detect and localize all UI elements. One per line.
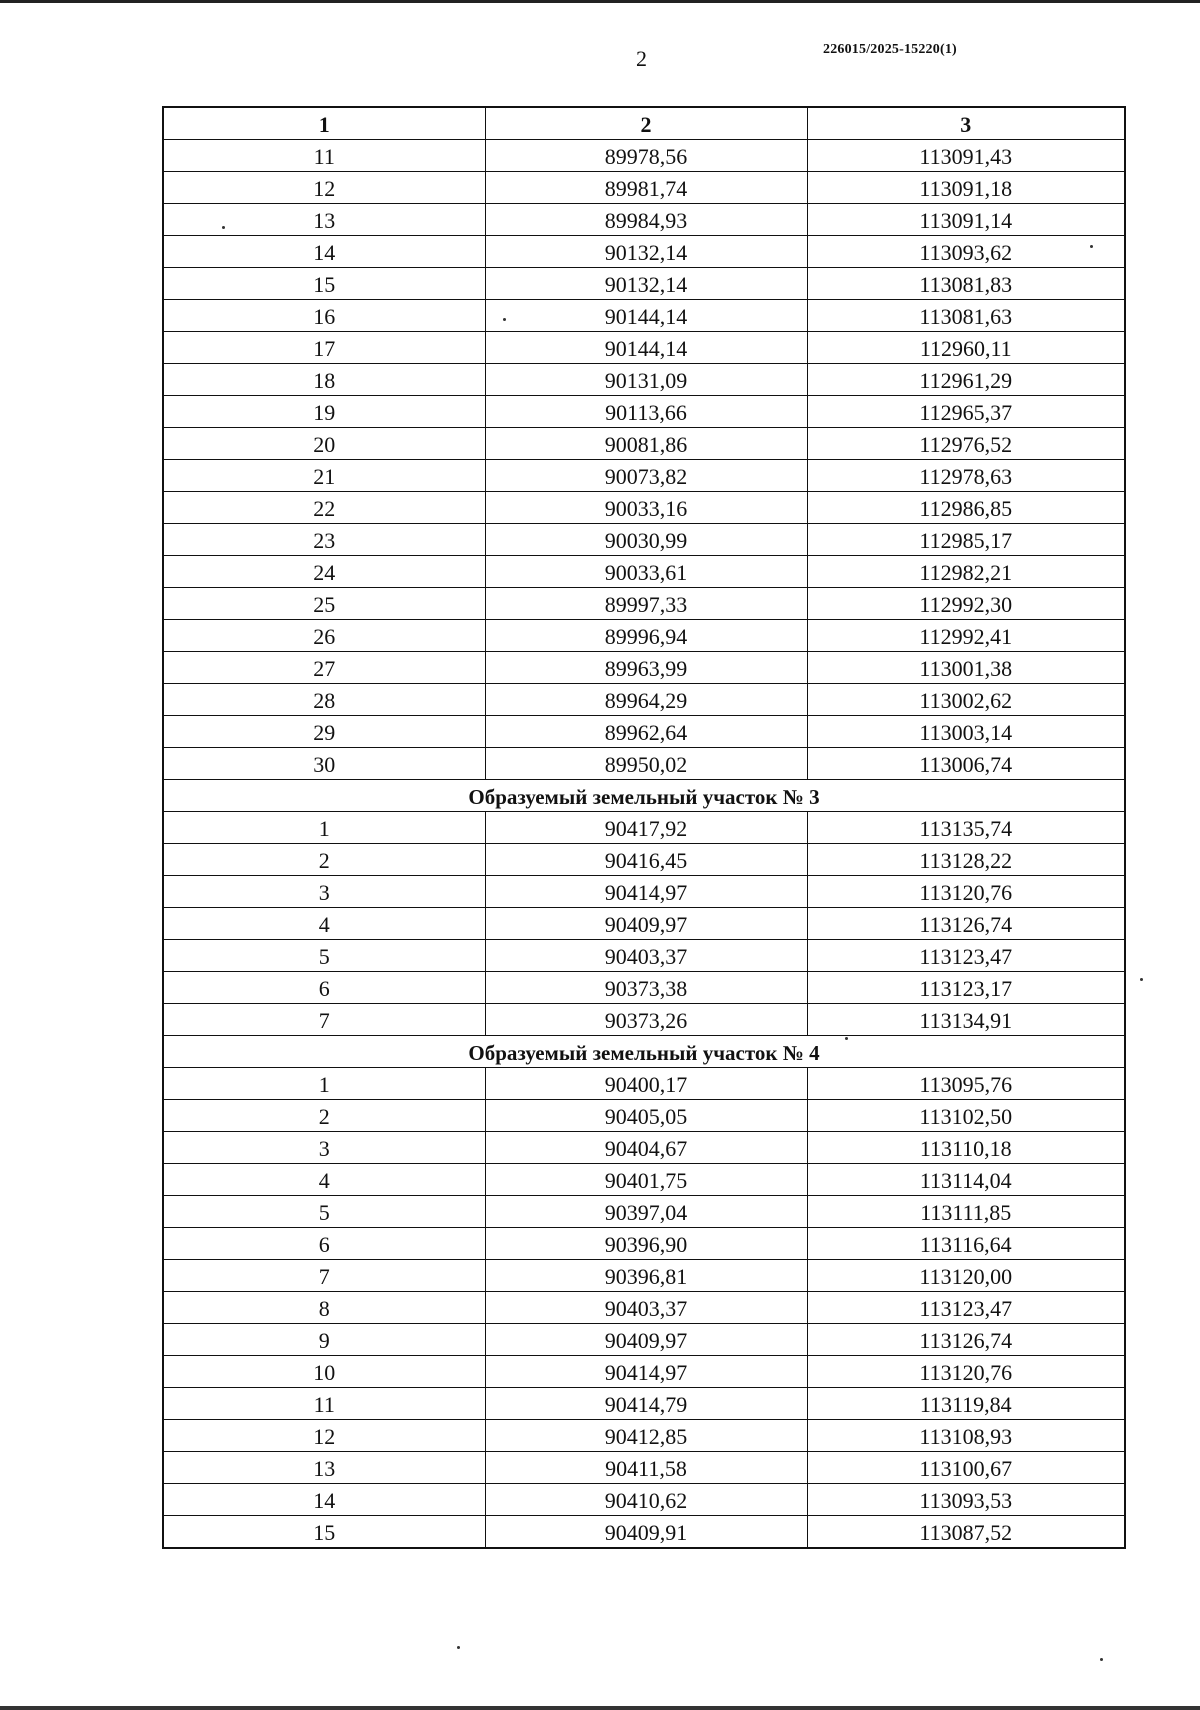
x-coordinate-cell: 90414,79	[485, 1388, 807, 1420]
x-coordinate-cell: 90396,90	[485, 1228, 807, 1260]
x-coordinate-cell: 90030,99	[485, 524, 807, 556]
point-number-cell: 1	[163, 812, 485, 844]
table-row	[163, 1004, 1125, 1036]
table-row	[163, 844, 1125, 876]
scan-speck	[1100, 1658, 1103, 1661]
column-header: 2	[485, 107, 807, 140]
point-number-cell: 30	[163, 748, 485, 780]
y-coordinate-cell: 113116,64	[807, 1228, 1125, 1260]
x-coordinate-cell: 89963,99	[485, 652, 807, 684]
x-coordinate-cell: 90414,97	[485, 1356, 807, 1388]
y-coordinate-cell: 113128,22	[807, 844, 1125, 876]
point-number-cell: 12	[163, 172, 485, 204]
point-number-cell: 21	[163, 460, 485, 492]
table-row	[163, 140, 1125, 172]
point-number-cell: 17	[163, 332, 485, 364]
x-coordinate-cell: 90081,86	[485, 428, 807, 460]
point-number-cell: 6	[163, 972, 485, 1004]
x-coordinate-cell: 90409,91	[485, 1516, 807, 1549]
y-coordinate-cell: 113123,47	[807, 1292, 1125, 1324]
scan-speck	[503, 318, 506, 321]
point-number-cell: 25	[163, 588, 485, 620]
table-row	[163, 332, 1125, 364]
point-number-cell: 5	[163, 1196, 485, 1228]
point-number-cell: 22	[163, 492, 485, 524]
table-row	[163, 172, 1125, 204]
x-coordinate-cell: 89978,56	[485, 140, 807, 172]
page-number: 2	[636, 46, 647, 71]
y-coordinate-cell: 113120,76	[807, 1356, 1125, 1388]
y-coordinate-cell: 113134,91	[807, 1004, 1125, 1036]
point-number-cell: 9	[163, 1324, 485, 1356]
x-coordinate-cell: 90373,38	[485, 972, 807, 1004]
x-coordinate-cell: 90404,67	[485, 1132, 807, 1164]
x-coordinate-cell: 90132,14	[485, 236, 807, 268]
table-row	[163, 556, 1125, 588]
y-coordinate-cell: 113102,50	[807, 1100, 1125, 1132]
table-row	[163, 524, 1125, 556]
y-coordinate-cell: 112982,21	[807, 556, 1125, 588]
point-number-cell: 12	[163, 1420, 485, 1452]
point-number-cell: 4	[163, 908, 485, 940]
scan-speck	[457, 1646, 460, 1649]
table-row	[163, 396, 1125, 428]
x-coordinate-cell: 89964,29	[485, 684, 807, 716]
table-row	[163, 1516, 1125, 1549]
y-coordinate-cell: 113126,74	[807, 1324, 1125, 1356]
table-row	[163, 1260, 1125, 1292]
point-number-cell: 7	[163, 1260, 485, 1292]
table-header-row	[163, 107, 1125, 140]
x-coordinate-cell: 89962,64	[485, 716, 807, 748]
x-coordinate-cell: 90073,82	[485, 460, 807, 492]
x-coordinate-cell: 90417,92	[485, 812, 807, 844]
table-row	[163, 300, 1125, 332]
x-coordinate-cell: 90373,26	[485, 1004, 807, 1036]
point-number-cell: 24	[163, 556, 485, 588]
table-row	[163, 1196, 1125, 1228]
y-coordinate-cell: 113091,43	[807, 140, 1125, 172]
y-coordinate-cell: 113120,00	[807, 1260, 1125, 1292]
x-coordinate-cell: 90416,45	[485, 844, 807, 876]
x-coordinate-cell: 90144,14	[485, 300, 807, 332]
table-row	[163, 588, 1125, 620]
point-number-cell: 4	[163, 1164, 485, 1196]
table-row	[163, 492, 1125, 524]
x-coordinate-cell: 90131,09	[485, 364, 807, 396]
point-number-cell: 3	[163, 1132, 485, 1164]
table-row	[163, 748, 1125, 780]
y-coordinate-cell: 113123,47	[807, 940, 1125, 972]
y-coordinate-cell: 112961,29	[807, 364, 1125, 396]
x-coordinate-cell: 90409,97	[485, 908, 807, 940]
table-row	[163, 428, 1125, 460]
y-coordinate-cell: 113135,74	[807, 812, 1125, 844]
point-number-cell: 5	[163, 940, 485, 972]
table-row	[163, 1292, 1125, 1324]
x-coordinate-cell: 90113,66	[485, 396, 807, 428]
y-coordinate-cell: 113002,62	[807, 684, 1125, 716]
table-row	[163, 812, 1125, 844]
x-coordinate-cell: 90033,16	[485, 492, 807, 524]
y-coordinate-cell: 113087,52	[807, 1516, 1125, 1549]
y-coordinate-cell: 113100,67	[807, 1452, 1125, 1484]
table-row	[163, 1452, 1125, 1484]
x-coordinate-cell: 89950,02	[485, 748, 807, 780]
coordinates-table	[162, 106, 1126, 1549]
table-row	[163, 652, 1125, 684]
table-row	[163, 1228, 1125, 1260]
y-coordinate-cell: 113111,85	[807, 1196, 1125, 1228]
y-coordinate-cell: 113001,38	[807, 652, 1125, 684]
point-number-cell: 15	[163, 1516, 485, 1549]
point-number-cell: 8	[163, 1292, 485, 1324]
section-row	[163, 780, 1125, 812]
point-number-cell: 11	[163, 140, 485, 172]
table-row	[163, 1068, 1125, 1100]
section-title: Образуемый земельный участок № 4	[163, 1036, 1125, 1068]
point-number-cell: 10	[163, 1356, 485, 1388]
y-coordinate-cell: 113095,76	[807, 1068, 1125, 1100]
table-row	[163, 1420, 1125, 1452]
y-coordinate-cell: 113119,84	[807, 1388, 1125, 1420]
x-coordinate-cell: 90033,61	[485, 556, 807, 588]
table-row	[163, 1324, 1125, 1356]
x-coordinate-cell: 90397,04	[485, 1196, 807, 1228]
table-row	[163, 716, 1125, 748]
y-coordinate-cell: 113006,74	[807, 748, 1125, 780]
point-number-cell: 15	[163, 268, 485, 300]
point-number-cell: 13	[163, 1452, 485, 1484]
table-row	[163, 460, 1125, 492]
table-row	[163, 1388, 1125, 1420]
y-coordinate-cell: 112992,41	[807, 620, 1125, 652]
y-coordinate-cell: 113120,76	[807, 876, 1125, 908]
y-coordinate-cell: 112978,63	[807, 460, 1125, 492]
y-coordinate-cell: 113126,74	[807, 908, 1125, 940]
table-row	[163, 620, 1125, 652]
table-row	[163, 876, 1125, 908]
scan-speck	[1140, 978, 1143, 981]
scan-edge-bottom	[0, 1706, 1200, 1710]
point-number-cell: 29	[163, 716, 485, 748]
point-number-cell: 26	[163, 620, 485, 652]
point-number-cell: 18	[163, 364, 485, 396]
table-row	[163, 204, 1125, 236]
point-number-cell: 27	[163, 652, 485, 684]
point-number-cell: 19	[163, 396, 485, 428]
x-coordinate-cell: 89984,93	[485, 204, 807, 236]
x-coordinate-cell: 90400,17	[485, 1068, 807, 1100]
table-row	[163, 972, 1125, 1004]
x-coordinate-cell: 90401,75	[485, 1164, 807, 1196]
point-number-cell: 20	[163, 428, 485, 460]
section-row	[163, 1036, 1125, 1068]
x-coordinate-cell: 90403,37	[485, 940, 807, 972]
table-row	[163, 1484, 1125, 1516]
y-coordinate-cell: 113081,83	[807, 268, 1125, 300]
table-row	[163, 684, 1125, 716]
x-coordinate-cell: 90405,05	[485, 1100, 807, 1132]
point-number-cell: 16	[163, 300, 485, 332]
y-coordinate-cell: 112992,30	[807, 588, 1125, 620]
y-coordinate-cell: 113091,14	[807, 204, 1125, 236]
point-number-cell: 11	[163, 1388, 485, 1420]
point-number-cell: 3	[163, 876, 485, 908]
y-coordinate-cell: 113093,53	[807, 1484, 1125, 1516]
table-row	[163, 1132, 1125, 1164]
point-number-cell: 14	[163, 236, 485, 268]
x-coordinate-cell: 90410,62	[485, 1484, 807, 1516]
y-coordinate-cell: 113093,62	[807, 236, 1125, 268]
x-coordinate-cell: 90396,81	[485, 1260, 807, 1292]
table-row	[163, 1164, 1125, 1196]
table-row	[163, 236, 1125, 268]
point-number-cell: 28	[163, 684, 485, 716]
y-coordinate-cell: 113114,04	[807, 1164, 1125, 1196]
y-coordinate-cell: 113110,18	[807, 1132, 1125, 1164]
point-number-cell: 2	[163, 1100, 485, 1132]
y-coordinate-cell: 112965,37	[807, 396, 1125, 428]
table-row	[163, 908, 1125, 940]
point-number-cell: 13	[163, 204, 485, 236]
x-coordinate-cell: 89996,94	[485, 620, 807, 652]
scan-speck	[1090, 245, 1093, 248]
table-row	[163, 1356, 1125, 1388]
section-title: Образуемый земельный участок № 3	[163, 780, 1125, 812]
x-coordinate-cell: 90144,14	[485, 332, 807, 364]
point-number-cell: 7	[163, 1004, 485, 1036]
x-coordinate-cell: 89981,74	[485, 172, 807, 204]
column-header: 3	[807, 107, 1125, 140]
y-coordinate-cell: 113081,63	[807, 300, 1125, 332]
scan-speck	[845, 1037, 848, 1040]
y-coordinate-cell: 112960,11	[807, 332, 1125, 364]
y-coordinate-cell: 113003,14	[807, 716, 1125, 748]
x-coordinate-cell: 90409,97	[485, 1324, 807, 1356]
table-body-part1	[163, 140, 1125, 780]
y-coordinate-cell: 113108,93	[807, 1420, 1125, 1452]
point-number-cell: 1	[163, 1068, 485, 1100]
table-row	[163, 1100, 1125, 1132]
y-coordinate-cell: 113091,18	[807, 172, 1125, 204]
y-coordinate-cell: 112976,52	[807, 428, 1125, 460]
x-coordinate-cell: 90414,97	[485, 876, 807, 908]
document-reference: 226015/2025-15220(1)	[823, 42, 957, 57]
point-number-cell: 2	[163, 844, 485, 876]
coordinates-table-container	[162, 106, 1124, 1549]
y-coordinate-cell: 112986,85	[807, 492, 1125, 524]
table-body-part2	[163, 812, 1125, 1036]
x-coordinate-cell: 89997,33	[485, 588, 807, 620]
y-coordinate-cell: 113123,17	[807, 972, 1125, 1004]
point-number-cell: 14	[163, 1484, 485, 1516]
scan-edge-top	[0, 0, 1200, 3]
point-number-cell: 23	[163, 524, 485, 556]
table-body-part3	[163, 1068, 1125, 1549]
table-row	[163, 268, 1125, 300]
point-number-cell: 6	[163, 1228, 485, 1260]
column-header: 1	[163, 107, 485, 140]
table-row	[163, 940, 1125, 972]
table-row	[163, 364, 1125, 396]
scan-speck	[222, 226, 225, 229]
x-coordinate-cell: 90412,85	[485, 1420, 807, 1452]
x-coordinate-cell: 90403,37	[485, 1292, 807, 1324]
x-coordinate-cell: 90411,58	[485, 1452, 807, 1484]
x-coordinate-cell: 90132,14	[485, 268, 807, 300]
y-coordinate-cell: 112985,17	[807, 524, 1125, 556]
